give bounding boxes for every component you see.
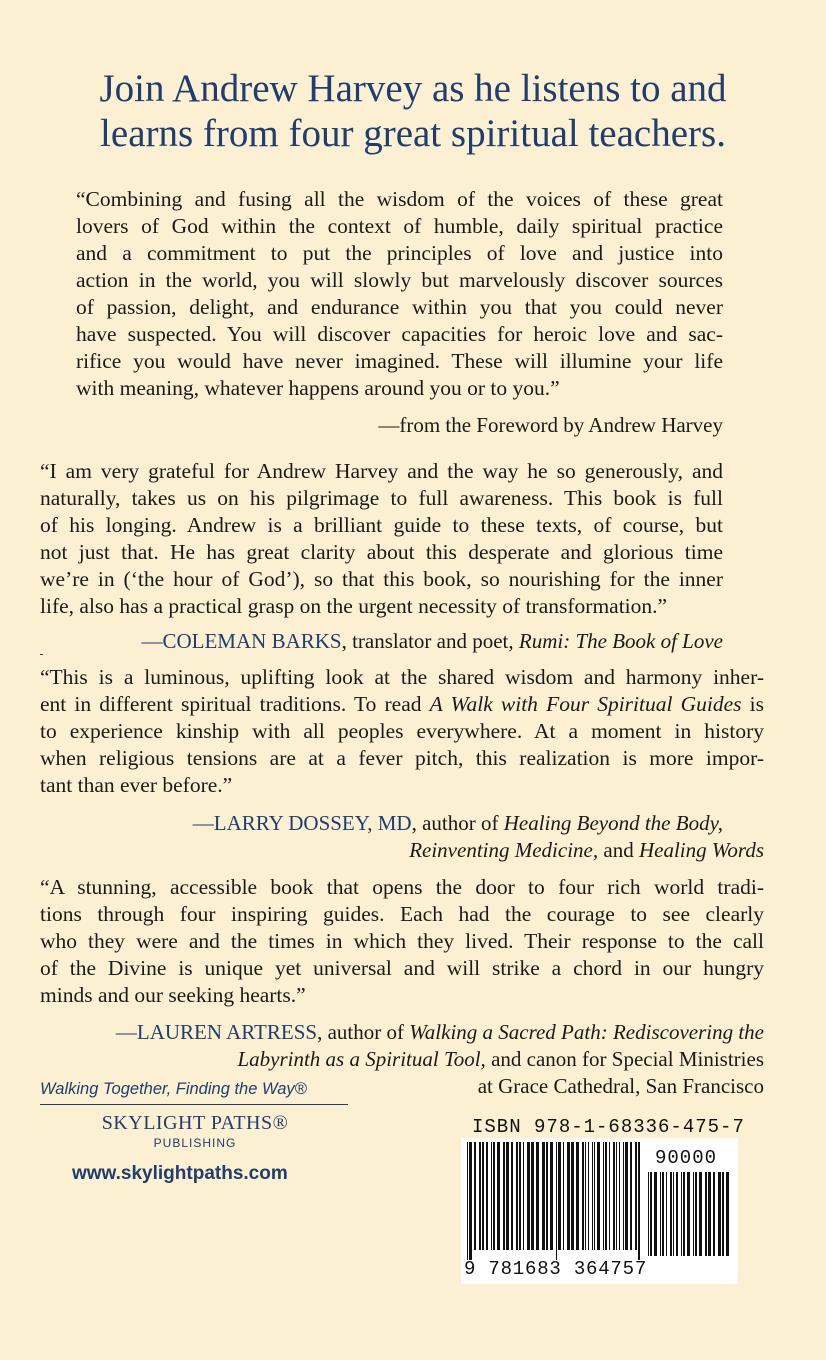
dossey-line-5: tant than ever before.” bbox=[40, 773, 233, 797]
barks-line-2: naturally, takes us on his pilgrimage to full awareness. This book is full bbox=[40, 486, 723, 510]
ean-bar bbox=[503, 1142, 505, 1250]
ean-bar bbox=[613, 1142, 615, 1250]
foreword-line-3: and a commitment to put the principles of love and justice into bbox=[76, 241, 723, 265]
artress-work-2: Labyrinth as a Spiritual Tool, bbox=[237, 1047, 486, 1071]
divider-1 bbox=[40, 654, 43, 655]
ean-bar bbox=[497, 1142, 500, 1250]
price-bar bbox=[681, 1172, 682, 1256]
publisher-sub: PUBLISHING bbox=[153, 1136, 237, 1150]
price-bar bbox=[693, 1172, 694, 1256]
ean-bar bbox=[571, 1142, 574, 1250]
publisher-logo: SKYLIGHT PATHS® bbox=[101, 1112, 289, 1134]
ean-bar bbox=[523, 1142, 524, 1250]
barks-line-4: not just that. He has great clarity about this desperate and glorious time bbox=[40, 540, 723, 564]
ean-bar bbox=[619, 1142, 620, 1250]
artress-line-5: minds and our seeking hearts.” bbox=[40, 983, 306, 1007]
ean-bar bbox=[588, 1142, 589, 1250]
price-code: 90000 bbox=[655, 1147, 718, 1169]
price-bar bbox=[673, 1172, 674, 1256]
barks-line-1: “I am very grateful for Andrew Harvey and the way he so generously, and bbox=[40, 459, 723, 483]
artress-quote bbox=[40, 874, 764, 1009]
barks-quote bbox=[40, 458, 723, 620]
ean-bar bbox=[638, 1142, 640, 1260]
ean-bar bbox=[563, 1142, 564, 1250]
dossey-book-title: A Walk with Four Spiritual Guides bbox=[429, 692, 742, 716]
price-bar bbox=[650, 1172, 652, 1256]
isbn-label: ISBN 978-1-68336-475-7 bbox=[472, 1116, 745, 1138]
dossey-line-2 bbox=[40, 691, 764, 718]
headline-line-2: learns from four great spiritual teachers. bbox=[100, 112, 726, 155]
ean-bar bbox=[516, 1142, 518, 1250]
dossey-role: , author of bbox=[411, 811, 504, 835]
ean-bar bbox=[558, 1142, 561, 1250]
ean-number: 9 781683 364757 bbox=[464, 1258, 648, 1280]
dossey-work-1: Healing Beyond the Body, bbox=[503, 811, 723, 835]
artress-line-3: who they were and the times in which they lived. Their response to the call bbox=[40, 929, 764, 953]
artress-attribution-3: at Grace Cathedral, San Francisco bbox=[477, 1074, 764, 1098]
dossey-line-2-pre: ent in different spiritual traditions. To read bbox=[40, 692, 430, 716]
ean-bar bbox=[511, 1142, 513, 1250]
price-bar bbox=[666, 1172, 667, 1256]
ean-bar bbox=[482, 1142, 484, 1250]
ean-bar bbox=[576, 1142, 579, 1250]
publisher-tagline: Walking Together, Finding the Way® bbox=[40, 1080, 307, 1098]
ean-bar bbox=[467, 1142, 468, 1260]
dossey-line-3: to experience kinship with all peoples everywhere. At a moment in history bbox=[40, 719, 764, 743]
artress-attribution-1 bbox=[116, 1019, 764, 1046]
artress-role: , author of bbox=[317, 1020, 410, 1044]
ean-bar bbox=[527, 1142, 530, 1250]
foreword-line-8: with meaning, whatever happens around you or to you.” bbox=[76, 376, 560, 400]
artress-line-1: “A stunning, accessible book that opens the door to four rich world tradi- bbox=[40, 875, 764, 899]
ean-bar bbox=[582, 1142, 584, 1250]
barks-line-6: life, also has a practical grasp on the urgent necessity of transformation.” bbox=[40, 594, 668, 618]
ean-bar bbox=[531, 1142, 534, 1250]
dossey-line-4: when religious tensions are at a fever pitch, this realization is more impor- bbox=[40, 746, 764, 770]
artress-name: —LAUREN ARTRESS bbox=[115, 1020, 318, 1044]
price-bar bbox=[660, 1172, 661, 1256]
price-bar bbox=[722, 1172, 724, 1256]
foreword-line-4: action in the world, you will slowly but marvelously discover sources bbox=[76, 268, 723, 292]
artress-attribution-2 bbox=[237, 1046, 764, 1073]
dossey-and: and bbox=[598, 838, 639, 862]
artress-work-1: Walking a Sacred Path: Rediscovering the bbox=[409, 1020, 764, 1044]
publisher-rule bbox=[40, 1104, 348, 1105]
ean-bar bbox=[609, 1142, 610, 1250]
dossey-line-1: “This is a luminous, uplifting look at the shared wisdom and harmony inher- bbox=[40, 665, 764, 689]
dossey-attribution-2 bbox=[409, 837, 764, 864]
dossey-attribution-1 bbox=[193, 810, 723, 837]
dossey-work-3: Healing Words bbox=[638, 838, 764, 862]
ean-bar bbox=[585, 1142, 586, 1250]
ean-bar bbox=[635, 1142, 637, 1250]
price-bar bbox=[648, 1172, 649, 1256]
dossey-work-2: Reinventing Medicine, bbox=[409, 838, 599, 862]
ean-bar bbox=[616, 1142, 617, 1250]
ean-bar bbox=[542, 1142, 545, 1250]
price-barcode bbox=[648, 1172, 732, 1256]
barks-line-5: we’re in (‘the hour of God’), so that this book, so nourishing for the inner bbox=[40, 567, 723, 591]
ean-bar bbox=[493, 1142, 495, 1250]
price-bar bbox=[662, 1172, 664, 1256]
foreword-line-1: “Combining and fusing all the wisdom of the voices of these great bbox=[76, 187, 723, 211]
artress-line-4: of the Divine is unique yet universal and will strike a chord in our hungry bbox=[40, 956, 764, 980]
headline bbox=[0, 66, 826, 156]
ean-bar bbox=[469, 1142, 472, 1260]
artress-line-2: tions through four inspiring guides. Each had the courage to see clearly bbox=[40, 902, 764, 926]
ean-bar bbox=[491, 1142, 492, 1250]
price-bar bbox=[654, 1172, 657, 1256]
barks-role: , translator and poet, bbox=[341, 629, 519, 653]
ean-bar bbox=[556, 1142, 557, 1260]
price-bar bbox=[676, 1172, 678, 1256]
price-bar bbox=[726, 1172, 729, 1256]
ean-bar bbox=[474, 1142, 476, 1250]
barks-work: Rumi: The Book of Love bbox=[518, 629, 723, 653]
dossey-name: —LARRY DOSSEY, MD bbox=[192, 811, 412, 835]
ean-bar bbox=[479, 1142, 481, 1250]
foreword-attribution: —from the Foreword by Andrew Harvey bbox=[378, 413, 723, 437]
ean-bar bbox=[605, 1142, 607, 1250]
ean-bar bbox=[592, 1142, 593, 1250]
foreword-line-2: lovers of God within the context of humble, daily spiritual practice bbox=[76, 214, 723, 238]
price-bar bbox=[713, 1172, 715, 1256]
dossey-line-2-post: is bbox=[741, 692, 765, 716]
price-bar bbox=[705, 1172, 707, 1256]
headline-line-1: Join Andrew Harvey as he listens to and bbox=[99, 67, 727, 110]
ean-bar bbox=[623, 1142, 624, 1250]
ean-bar bbox=[546, 1142, 548, 1250]
foreword-line-7: rifice you would have never imagined. These will illumine your life bbox=[76, 349, 723, 373]
ean-bar bbox=[506, 1142, 509, 1250]
ean-bar bbox=[594, 1142, 595, 1250]
price-bar bbox=[718, 1172, 721, 1256]
ean-bar bbox=[519, 1142, 521, 1250]
barks-line-3: of his longing. Andrew is a brilliant guide to these texts, of course, but bbox=[40, 513, 723, 537]
dossey-quote bbox=[40, 664, 764, 799]
foreword-line-6: have suspected. You will discover capacities for heroic love and sac- bbox=[76, 322, 723, 346]
ean-bar bbox=[486, 1142, 488, 1250]
publisher-website[interactable]: www.skylightpaths.com bbox=[72, 1163, 288, 1184]
ean-barcode bbox=[467, 1142, 645, 1260]
foreword-line-5: of passion, delight, and endurance within you that you could never bbox=[76, 295, 723, 319]
price-bar bbox=[699, 1172, 702, 1256]
artress-line-2-post: and canon for Special Ministries bbox=[485, 1047, 764, 1071]
foreword-quote bbox=[76, 186, 723, 402]
ean-bar bbox=[597, 1142, 600, 1250]
price-bar bbox=[695, 1172, 697, 1256]
price-bar bbox=[683, 1172, 685, 1256]
barks-name: —COLEMAN BARKS bbox=[141, 629, 342, 653]
ean-bar bbox=[625, 1142, 628, 1250]
ean-bar bbox=[536, 1142, 539, 1250]
ean-bar bbox=[550, 1142, 553, 1250]
ean-bar bbox=[630, 1142, 632, 1250]
price-bar bbox=[687, 1172, 690, 1256]
price-bar bbox=[670, 1172, 672, 1256]
ean-bar bbox=[567, 1142, 570, 1250]
price-bar bbox=[708, 1172, 711, 1256]
ean-bar bbox=[603, 1142, 604, 1250]
barks-attribution bbox=[141, 628, 723, 655]
